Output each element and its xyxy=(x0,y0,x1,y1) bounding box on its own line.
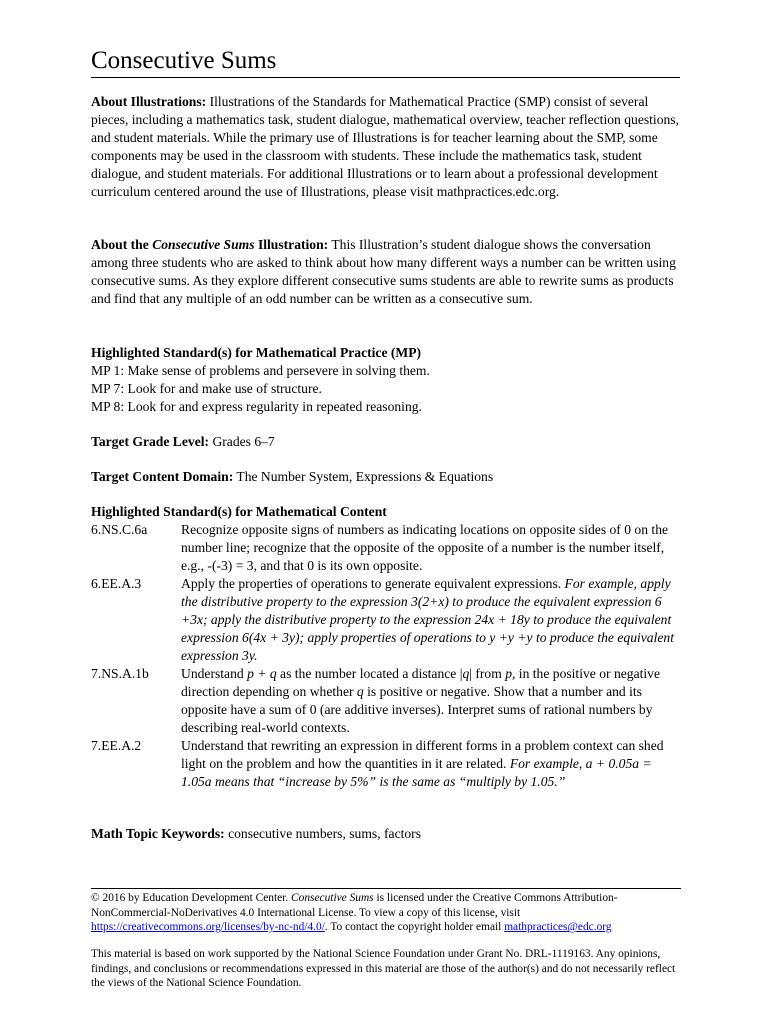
about-cs-text: This Illustration’s student dialogue shows the conversation among three students who are asked to think about how many different ways a number can be written using consecutive sums. As they explore different consecutive sums students are able to rewrite sums as products and find that any multiple of an odd number can be written as a consecutive sum. xyxy=(91,237,676,306)
target-domain xyxy=(91,468,681,486)
copyright-text: © 2016 by Education Development Center. xyxy=(91,892,292,904)
copyright-notice xyxy=(91,891,683,935)
about-cs-label-post: Illustration: xyxy=(254,237,329,252)
math-variable: p xyxy=(505,666,512,681)
about-illustrations-text: Illustrations of the Standards for Mathematical Practice (SMP) consist of several pieces, including a mathematics task, student dialogue, mathematical overview, teacher reflection questions, and student materials. While the primary use of Illustrations is for teacher learning about the SMP, some components may be used in the classroom with students. These include the mathematics task, student dialogue, and student materials. For additional Illustrations or to learn about a professional development curriculum centered around the use of Illustrations, please visit mathpractices.edc.org. xyxy=(91,94,679,199)
target-domain-label: Target Content Domain: xyxy=(91,469,234,484)
target-grade-value: Grades 6–7 xyxy=(209,434,275,449)
copyright-title: Consecutive Sums xyxy=(291,892,374,904)
standard-text-example: For example, a + 0.05a = 1.05a means that “increase by 5%” is the same as “multiply by 1.05.” xyxy=(181,756,652,789)
mp-item: MP 7: Look for and make use of structure. xyxy=(91,381,322,396)
standard-text-example: For example, apply the distributive property to the expression 3(2+x) to produce the equivalent expression 6 +3x; apply the distributive property to the expression 24x + 18y to produce the equivalent expression 6(4x + 3y); apply properties of operations to y +y +y to produce the equivalent expression 3y. xyxy=(181,576,674,663)
page-title: Consecutive Sums xyxy=(91,46,680,78)
mp-heading: Highlighted Standard(s) for Mathematical Practice (MP) xyxy=(91,345,422,360)
math-variable: q xyxy=(462,666,470,681)
about-cs-label-pre: About the xyxy=(91,237,153,252)
standard-text xyxy=(181,575,679,665)
copyright-text: . To contact the copyright holder email xyxy=(324,921,505,934)
standard-text xyxy=(181,665,679,737)
license-link[interactable]: https://creativecommons.org/licenses/by-nc-nd/4.0/ xyxy=(91,921,325,934)
standard-text-part: Understand xyxy=(181,666,248,681)
standard-text: Recognize opposite signs of numbers as indicating locations on opposite sides of 0 on the number line; recognize that the opposite of the opposite of a number is the number itself, e.g., -(-3) = 3, and that 0 is its own opposite. xyxy=(181,522,669,573)
math-keywords-label: Math Topic Keywords: xyxy=(91,826,225,841)
math-keywords-value: consecutive numbers, sums, factors xyxy=(224,826,421,841)
target-grade-label: Target Grade Level: xyxy=(91,434,210,449)
standard-text-part: as the number located a distance | xyxy=(276,666,463,681)
target-domain-value: The Number System, Expressions & Equations xyxy=(233,469,494,484)
math-keywords xyxy=(91,825,681,843)
about-illustrations-label: About Illustrations: xyxy=(91,94,207,109)
mp-item: MP 8: Look for and express regularity in repeated reasoning. xyxy=(91,399,422,414)
target-grade xyxy=(91,433,681,451)
copyright-text: is licensed under the Creative Commons Attribution-NonCommercial-NoDerivatives 4.0 International License. To view a copy of this license, visit xyxy=(91,892,618,919)
nsf-notice: This material is based on work supported by the National Science Foundation under Grant No. DRL-1119163. Any opinions, findings, and conclusions or recommendations expressed in this material are those of the author(s) and do not necessarily reflect the views of the National Science Foundation. xyxy=(91,948,676,990)
math-variable: q xyxy=(356,684,364,699)
content-heading: Highlighted Standard(s) for Mathematical Content xyxy=(91,504,387,519)
standard-code: 6.NS.C.6a xyxy=(91,522,148,537)
standard-text-main: Understand that rewriting an expression in different forms in a problem context can shed light on the problem and how the quantities in it are related. xyxy=(181,738,664,771)
about-illustrations xyxy=(91,93,681,201)
standard-text-part: | from xyxy=(469,666,506,681)
footer-divider xyxy=(91,888,681,889)
standard-code: 7.NS.A.1b xyxy=(91,666,149,681)
standard-text-part: is positive or negative. Show that a number and its opposite have a sum of 0 (are additive inverses). Interpret sums of rational numbers by describing real-world contexts. xyxy=(181,684,653,735)
math-expression: p + q xyxy=(247,666,277,681)
standard-text xyxy=(181,737,679,791)
standard-code: 6.EE.A.3 xyxy=(91,576,142,591)
standard-code: 7.EE.A.2 xyxy=(91,738,142,753)
standard-text-main: Apply the properties of operations to generate equivalent expressions. xyxy=(181,576,565,591)
standard-text-part: , in the positive or negative direction depending on whether xyxy=(181,666,660,699)
mp-item: MP 1: Make sense of problems and persevere in solving them. xyxy=(91,363,430,378)
about-cs-label-italic: Consecutive Sums xyxy=(152,237,255,252)
email-link[interactable]: mathpractices@edc.org xyxy=(504,921,612,934)
about-consecutive-sums xyxy=(91,236,681,308)
